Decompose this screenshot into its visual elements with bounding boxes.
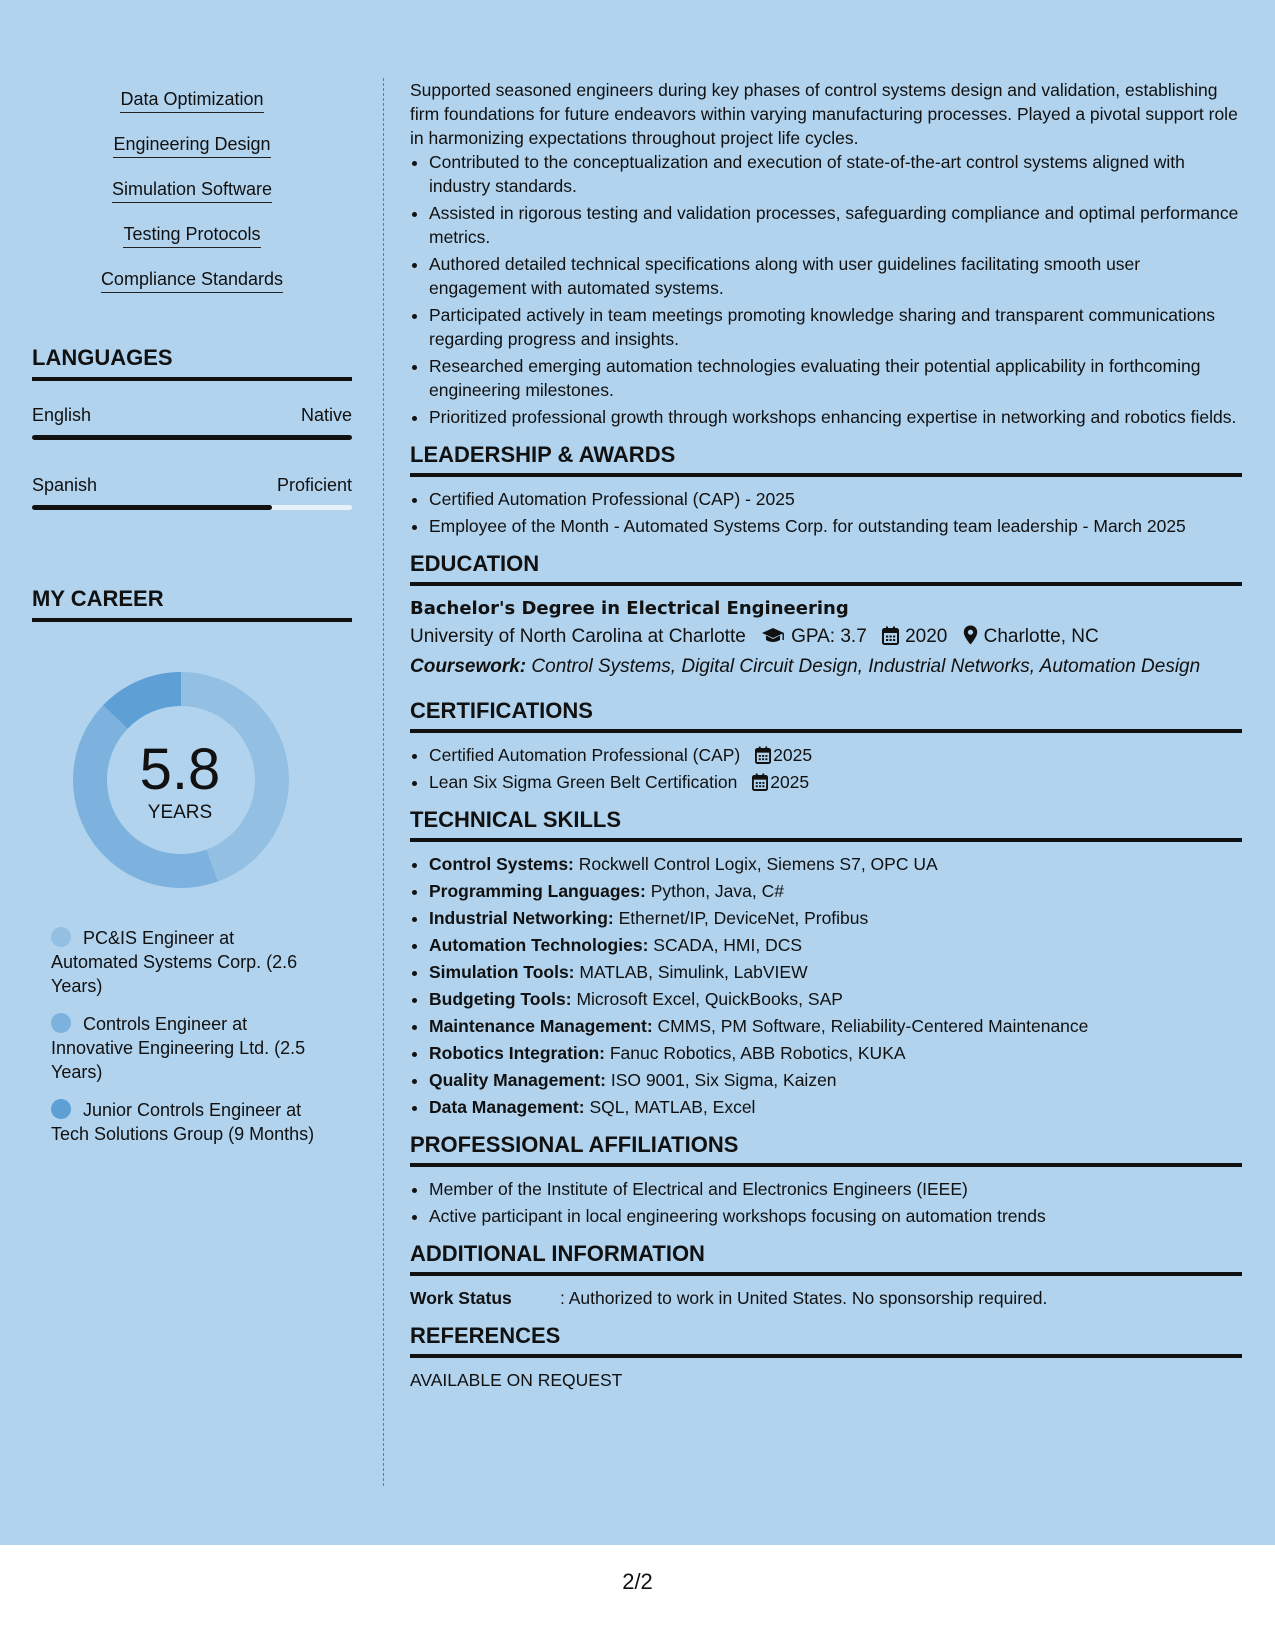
education-school: University of North Carolina at Charlotte bbox=[410, 626, 746, 647]
experience-summary: Supported seasoned engineers during key phases of control systems design and validation, establishing firm foundations for future endeavors within varying manufacturing processes. Played a pivotal support role in harmonizing expectations throughout project life cycles. bbox=[410, 80, 1238, 148]
skill-category: Budgeting Tools: bbox=[429, 989, 572, 1009]
skill-values: Python, Java, C# bbox=[650, 881, 784, 901]
list-item: • Participated actively in team meetings promoting knowledge sharing and transparent communications regarding progress and insights. bbox=[429, 303, 1242, 351]
work-status-row bbox=[410, 1286, 1242, 1310]
affiliations-list bbox=[410, 1177, 1242, 1228]
page-number: 2/2 bbox=[622, 1569, 653, 1594]
language-bar bbox=[32, 435, 352, 440]
coursework-label: Coursework: bbox=[410, 656, 527, 677]
skill-values: Microsoft Excel, QuickBooks, SAP bbox=[576, 989, 843, 1009]
list-item bbox=[429, 879, 1242, 903]
career-legend-label: Junior Controls Engineer at Tech Solutions Group (9 Months) bbox=[51, 1100, 315, 1144]
career-legend-item bbox=[51, 926, 321, 998]
education-title: EDUCATION bbox=[410, 550, 1242, 586]
education-degree: Bachelor's Degree in Electrical Engineering bbox=[410, 598, 849, 619]
certifications-list bbox=[410, 743, 1242, 794]
career-legend-item bbox=[51, 1098, 321, 1146]
list-item: • Assisted in rigorous testing and validation processes, safeguarding compliance and optimal performance metrics. bbox=[429, 201, 1242, 249]
skill-tag-label: Data Optimization bbox=[120, 88, 263, 113]
career-legend-dot bbox=[51, 1013, 71, 1033]
list-item bbox=[429, 1014, 1242, 1038]
language-name: Spanish bbox=[32, 475, 98, 495]
skill-category: Control Systems: bbox=[429, 854, 574, 874]
skill-category: Programming Languages: bbox=[429, 881, 646, 901]
language-row bbox=[32, 475, 352, 519]
language-bar bbox=[32, 505, 352, 510]
skill-category: Automation Technologies: bbox=[429, 935, 649, 955]
certifications-title: CERTIFICATIONS bbox=[410, 697, 1242, 733]
skill-values: SQL, MATLAB, Excel bbox=[589, 1097, 756, 1117]
career-title: MY CAREER bbox=[32, 586, 352, 622]
skill-tag-label: Testing Protocols bbox=[123, 223, 260, 248]
skill-category: Quality Management: bbox=[429, 1070, 606, 1090]
career-legend-dot bbox=[51, 927, 71, 947]
technical-skills-list bbox=[410, 852, 1242, 1119]
leadership-list bbox=[410, 487, 1242, 538]
skill-values: Rockwell Control Logix, Siemens S7, OPC UA bbox=[578, 854, 938, 874]
leadership-title: LEADERSHIP & AWARDS bbox=[410, 441, 1242, 477]
additional-info-title: ADDITIONAL INFORMATION bbox=[410, 1240, 1242, 1276]
list-item bbox=[429, 770, 1242, 794]
skill-values: MATLAB, Simulink, LabVIEW bbox=[579, 962, 808, 982]
skill-tag-label: Compliance Standards bbox=[101, 268, 283, 293]
list-item bbox=[429, 960, 1242, 984]
skill-tag-label: Engineering Design bbox=[113, 133, 270, 158]
skill-values: CMMS, PM Software, Reliability-Centered Maintenance bbox=[657, 1016, 1089, 1036]
list-item bbox=[429, 1068, 1242, 1092]
education-year: 2020 bbox=[905, 626, 948, 647]
certification-date bbox=[745, 745, 812, 765]
skill-tag bbox=[32, 133, 352, 178]
work-status-label: Work Status bbox=[410, 1288, 512, 1308]
career-total-unit: YEARS bbox=[147, 802, 213, 823]
education-coursework bbox=[410, 655, 1242, 679]
list-item: • Active participant in local engineering workshops focusing on automation trends bbox=[429, 1204, 1242, 1228]
certification-year: 2025 bbox=[770, 772, 810, 792]
list-item bbox=[429, 987, 1242, 1011]
certification-date bbox=[742, 772, 809, 792]
language-row bbox=[32, 405, 352, 449]
calendar-icon bbox=[752, 773, 768, 791]
list-item: • Employee of the Month - Automated Systems Corp. for outstanding team leadership - March 2025 bbox=[429, 514, 1242, 538]
column-divider bbox=[383, 78, 384, 1486]
language-bar-fill bbox=[32, 505, 272, 510]
work-status-value: : Authorized to work in United States. No sponsorship required. bbox=[560, 1288, 1048, 1308]
education-details bbox=[410, 622, 1242, 655]
list-item bbox=[429, 906, 1242, 930]
skill-values: ISO 9001, Six Sigma, Kaizen bbox=[610, 1070, 837, 1090]
list-item bbox=[429, 1041, 1242, 1065]
skill-tag bbox=[32, 223, 352, 268]
list-item: • Prioritized professional growth through workshops enhancing expertise in networking and robotics fields. bbox=[429, 405, 1242, 429]
calendar-icon bbox=[755, 746, 771, 764]
certification-year: 2025 bbox=[773, 745, 813, 765]
list-item bbox=[429, 1095, 1242, 1119]
career-legend-label: Controls Engineer at Innovative Engineering Ltd. (2.5 Years) bbox=[51, 1014, 306, 1082]
graduation-cap-icon bbox=[761, 625, 785, 655]
affiliations-title: PROFESSIONAL AFFILIATIONS bbox=[410, 1131, 1242, 1167]
references-text: AVAILABLE ON REQUEST bbox=[410, 1370, 623, 1390]
career-legend-dot bbox=[51, 1099, 71, 1119]
skill-tag-label: Simulation Software bbox=[112, 178, 272, 203]
references-title: REFERENCES bbox=[410, 1322, 1242, 1358]
languages-title: LANGUAGES bbox=[32, 345, 352, 381]
language-level: Proficient bbox=[276, 475, 352, 495]
skill-category: Simulation Tools: bbox=[429, 962, 575, 982]
education-location: Charlotte, NC bbox=[983, 626, 1099, 647]
list-item: • Contributed to the conceptualization and execution of state-of-the-art control systems aligned with industry standards. bbox=[429, 150, 1242, 198]
certification-name: Lean Six Sigma Green Belt Certification bbox=[429, 772, 738, 792]
skill-category: Industrial Networking: bbox=[429, 908, 614, 928]
list-item: • Authored detailed technical specifications along with user guidelines facilitating smooth user engagement with automated systems. bbox=[429, 252, 1242, 300]
skill-category: Data Management: bbox=[429, 1097, 585, 1117]
skill-values: SCADA, HMI, DCS bbox=[653, 935, 803, 955]
list-item bbox=[429, 852, 1242, 876]
list-item: • Researched emerging automation technologies evaluating their potential applicability in forthcoming engineering milestones. bbox=[429, 354, 1242, 402]
skill-values: Ethernet/IP, DeviceNet, Profibus bbox=[618, 908, 869, 928]
education-gpa: GPA: 3.7 bbox=[791, 626, 867, 647]
certification-name: Certified Automation Professional (CAP) bbox=[429, 745, 741, 765]
career-legend-item bbox=[51, 1012, 321, 1084]
language-name: English bbox=[32, 405, 92, 425]
calendar-icon bbox=[882, 625, 899, 655]
skill-category: Robotics Integration: bbox=[429, 1043, 605, 1063]
language-bar-fill bbox=[32, 435, 352, 440]
skill-values: Fanuc Robotics, ABB Robotics, KUKA bbox=[609, 1043, 906, 1063]
language-level: Native bbox=[300, 405, 352, 425]
page-footer bbox=[0, 1545, 1275, 1650]
skills-list bbox=[32, 88, 352, 313]
skill-tag bbox=[32, 88, 352, 133]
experience-bullets bbox=[410, 150, 1242, 429]
list-item: • Certified Automation Professional (CAP) - 2025 bbox=[429, 487, 1242, 511]
right-column bbox=[410, 78, 1242, 1392]
skill-tag bbox=[32, 178, 352, 223]
coursework-value: Control Systems, Digital Circuit Design, Industrial Networks, Automation Design bbox=[531, 656, 1201, 677]
skill-category: Maintenance Management: bbox=[429, 1016, 653, 1036]
list-item: • Member of the Institute of Electrical and Electronics Engineers (IEEE) bbox=[429, 1177, 1242, 1201]
career-legend-label: PC&IS Engineer at Automated Systems Corp. (2.6 Years) bbox=[51, 928, 298, 996]
technical-skills-title: TECHNICAL SKILLS bbox=[410, 806, 1242, 842]
list-item bbox=[429, 933, 1242, 957]
list-item bbox=[429, 743, 1242, 767]
career-total-years: 5.8 bbox=[139, 737, 221, 802]
skill-tag bbox=[32, 268, 352, 313]
location-pin-icon bbox=[963, 625, 978, 655]
